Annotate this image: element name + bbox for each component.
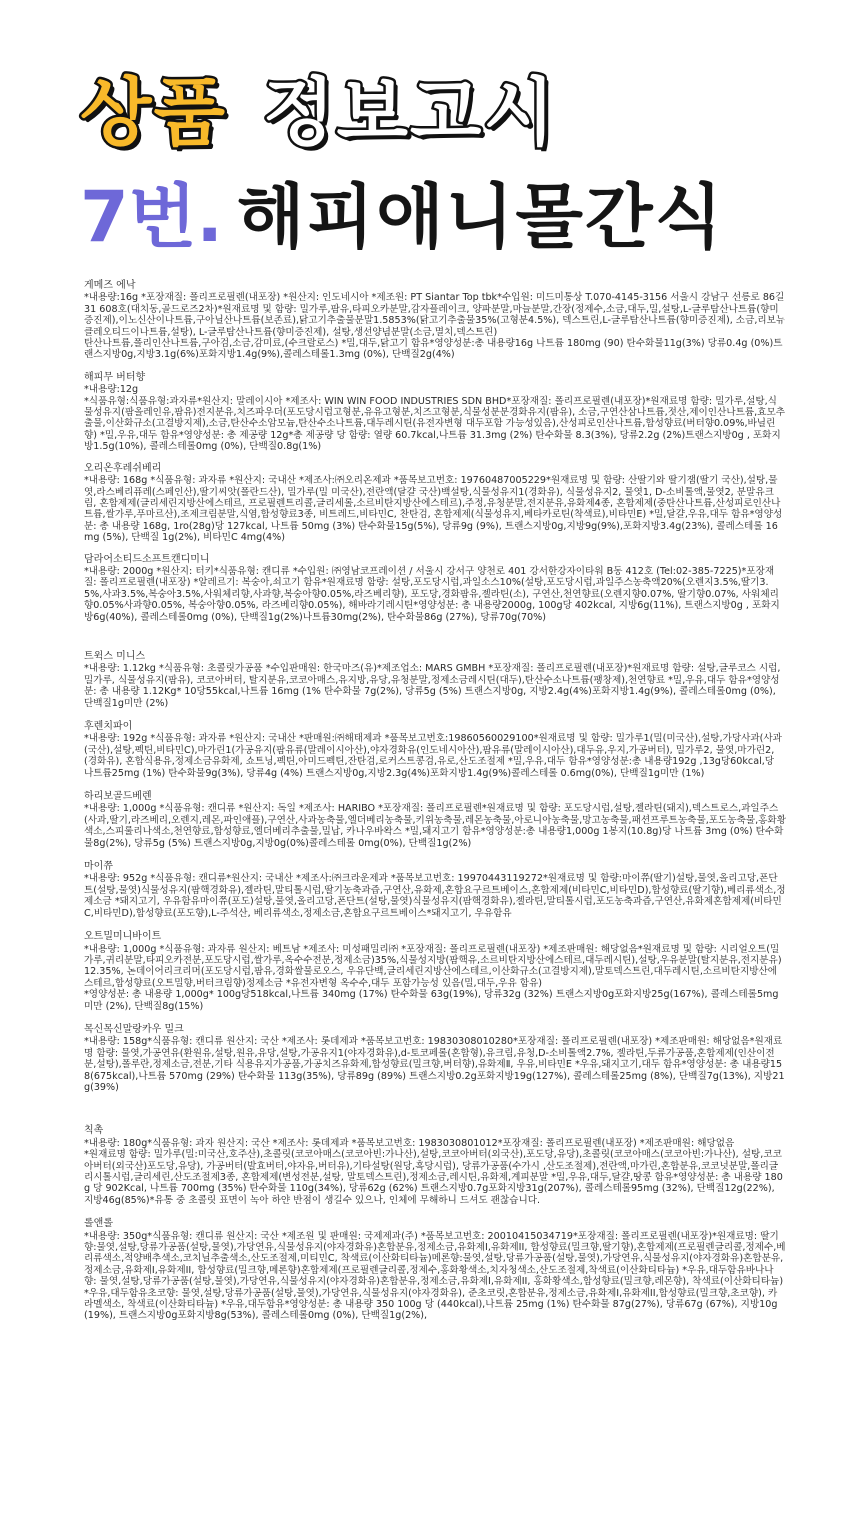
title-banner <box>80 72 780 258</box>
product-info-list <box>84 280 786 1322</box>
product-name: 칙촉 <box>84 1125 104 1137</box>
product-name: 게메즈 에낙 <box>84 280 136 291</box>
product-name: 목신목신말랑카우 밀크 <box>84 1023 184 1035</box>
product-section <box>84 861 786 919</box>
product-section <box>84 372 786 453</box>
product-details: *내용량: 2000g *원산지: 터키*식품유형: 캔디류 *수입원: ㈜영남코프레이션 / 서울시 강서구 양천로 401 강서한강자이타워 B동 412호 (Tel:02-385-7225)*포장재질: 폴리프로필렌(내포장) *알레르기: 복숭아,쇠고기 함유*원재료명 함량: 설탕,포도당시럽,과일소스10%(설탕,포도당시럽,과일주스농축액20%(오렌지3.5%,딸기3.5%,사과3.5%,복숭아3.5%,사워체리향,사과향,복숭아향0.05%,라즈베리향), 포도당,경화팜유,젤라틴(소), 구연산,천연향료(오렌지향0.07%, 딸기향0.07%, 사워체리향0.05%사과향0.05%, 복숭아향0.05%, 라즈베리향0.05%), 해바라기레시틴*영양성분: 총 내용량2000g, 100g당 402kcal, 지방6g(11%), 트랜스지방0g , 포화지방6g(40%), 콜레스테롤0mg (0%), 단백질1g(2%)나트륨30mg(2%), 탄수화물86g (27%), 당류70g(70%) <box>84 565 780 623</box>
item-number: 7번. <box>80 176 223 258</box>
product-details: *내용량: 192g *식품유형: 과자류 *원산지: 국내산 *판매원:㈜해태제과 *품목보고번호:19860560029100*원재료명 및 함량: 밀가루1(밀(미국산),설탕,가당사과(사과(국산),설탕,펙틴,비타민C),마가린1(가공유지(팜유류(말레이시아산),야자경화유(인도네시아산),팜유류(말레이시아산),대두유,우지,가공버터), 밀가루2, 물엿,마가린2, (경화유), 혼합식용유,정제소금유화제, 쇼트닝,펙틴,아미드펙틴,잔탄검,로커스트콩검,유로,산도조절제 *밀,우유,대두 함유*영양성분:총 내용량192g ,13g당60kcal,당 나트륨25mg (1%) 탄수화물9g(3%), 당류4g (4%) 트랜스지방0g,지방2.3g(4%)포화지방1.4g(9%)콜레스테롤 0.6mg(0%), 단백질1g미만 (1%) <box>84 733 782 779</box>
product-section <box>84 1024 786 1093</box>
product-name: 오리온후레쉬베리 <box>84 462 162 474</box>
product-name: 롤앤롤 <box>84 1218 113 1230</box>
product-details: *내용량: 180g*식품유형: 과자 원산지: 국산 *제조사: 롯데제과 *품목보고번호: 1983030801012*포장재질: 폴리프로필렌(내포장) *제조판매원: 해당없음 *원재료명 함량: 밀가루(밀:미국산,호주산),초콜릿(코코아매스(코코아빈:가나산),설탕,코코아버터(외국산),포도당,유당),초콜릿(코코아매스(코코아빈:가나산), 설탕,코코아버터(외국산)포도당,유당), 가공버터(발효버터,야자유,버터유),기타설탕(원당,흑당시럽), 당류가공품(수가시 ,산도조절제),전란액,마가린,혼합분유,코코넛분말,폴리글리시톨시럽,글리세린,산도조절제3종, 혼합제제(변성전분,설탕, 말토덱스트린),정제소금,레시틴,유화제,계피분말 *밀,우유,대두,달걀,땅콩 함유*영양성분: 총 내용량 180g 당 902Kcal, 나트륨 700mg (35%) 탄수화물 110g(34%), 당류62g (62%) 트랜스지방0.7g포화지방31g(207%), 콜레스테롤95mg (32%), 단백질12g(22%), 지방46g(85%)*유통 중 초콜릿 표면이 녹아 하얀 반점이 생길수 있으나, 인체에 무해하니 드셔도 괜찮습니다. <box>84 1137 783 1206</box>
product-section <box>84 931 786 1012</box>
product-details: *내용량:12g *식품유형:식품유형:과자류*원산지: 말레이시아 *제조사: WIN WIN FOOD INDUSTRIES SDN BHD*포장재질: 폴리프로필렌(내포장)*원재료명 함량: 밀가루,설탕,식물성유지(팜올레인유,팜유)전지분유,치즈파우더(포도당시럽고형분,유유고형분,치즈고형분,식물성분분경화유지(팜유), 소금,구연산삼나트륨,젓산,제이인산나트륨,효모추출물,이산화규소(고결방지제),소금,탄산수소암모늄,탄산수소나트륨,대두레시틴(유전자변형 대두포함 가능성있음),산성피로인산나트륨,합성향료(버터향0.09%,바닐린향) *밀,우유,대두 함유*영양성분: 총 제공량 12g*총 제공량 당 함량: 열량 60.7kcal,나트륨 31.3mg (2%) 탄수화물 8.3(3%), 당류2.2g (2%)트랜스지방0g , 포화지방1.5g(10%), 콜레스테롤0mg (0%), 단백질0.8g(1%) <box>84 384 785 453</box>
product-section <box>84 280 786 361</box>
product-section <box>84 554 786 623</box>
product-name: 후렌치파이 <box>84 721 133 732</box>
product-details: *내용량: 1.12kg *식품유형: 초콜릿가공품 *수입판매원: 한국마즈(유)*제조업소: MARS GMBH *포장재질: 폴리프로필렌(내포장)*원재료명 함량: 설탕,글루코스 시럽, 밀가루, 식물성유지(팜유), 코코아버터, 탈지분유,코코아매스,유지방,유당,유청분말,정제소금레시틴(대두),탄산수소나트륨(팽창제),천연향료 *밀,우유,대두 함유*영양성분: 총 내용량 1.12Kg* 10당55kcal,나트륨 16mg (1% 탄수화물 7g(2%), 당류5g (5%) 트랜스지방0g, 지방2.4g(4%)포화지방1.4g(9%), 콜레스테롤0mg (0%), 단백질1g미만 (2%) <box>84 663 784 709</box>
product-details: *내용량: 1,000g *식품유형: 캔디류 *원산지: 독일 *제조사: HARIBO *포장재질: 폴리프로필렌*원재료명 및 함량: 포도당시럽,설탕,젤라틴(돼지),덱스트로스,과일주스(사과,딸기,라즈베리,오렌지,레몬,파인애플),구연산,사과농축물,엘더베리농축물,키위농축물,레몬농축물,아로니아농축물,망고농축물,패션프루트농축물,포도농축물,홍화황색소,스피룰리나색소,천연향료,합성향료,엘더베리추출물,밀납, 카나우바왁스 *밀,돼지고기 함유*영양성분:총 내용량1,000g 1봉지(10.8g)당 나트륨 3mg (0%) 탄수화물8g(2%), 당류5g (5%) 트랜스지방0g,지방0g(0%)콜레스테롤 0mg(0%), 단백질1g(2%) <box>84 803 786 849</box>
product-name: 오트밀미니바이트 <box>84 931 162 943</box>
product-section <box>84 463 786 544</box>
product-name: 해피무 버터향 <box>84 371 146 383</box>
product-section <box>84 721 786 779</box>
product-details: *내용량: 350g*식품유형: 캔디류 원산지: 국산 *제조원 및 판매원: 국제제과(주) *품목보고번호: 20010415034719*포장재질: 폴리프로필렌(내포장)*원재료명: 딸기향:물엿,설탕,당류가공품(설탕,물엿),가당연유,식물성유지(야자경화유)혼합분유,정제소금,유화제I,유화제II, 합성향료(밀크향,딸기향),혼합제제(프로필렌글리콜,정제수,베리류색소,적양배추색소,코치닐추출색소,산도조절제,미티민C, 착색료(이산화티타늄)메론향:물엿,설탕,당류가공품(설탕,물엿),가당연유,식물성유지(야자경화유)혼합분유,정제소금,유화제I,유화제II, 합성향료(밀크향,메론향)혼합제제(프로필렌글리콜,정제수,홍화황색소,치자청색소,산도조절제,착색료(이산화티타늄) *우유,대두함유바나나향: 물엿,설탕,당류가공품(설탕,물엿),가당연유,식물성유지(야자경화유)혼합분유,정제소금,유화제I,유화제II, 홍화황색소,합성향료(밀크향,레몬향), 착색료(이산화티타늄) *우유,대두함유초코향: 물엿,설탕,당류가공품(설탕,물엿),가당연유,식물성유지(야자경화유), 준초코릿,혼합분유,정제소금,유화제I,유화제II,합성향료(밀크향,초코향), 카라멜색소, 착색료(이산화티타늄) *우유,대두함유*영양성분: 총 내용량 350 100g 당 (440kcal),나트륨 25mg (1%) 탄수화물 87g(27%), 당류67g (67%), 지방10g(19%), 트랜스지방0g포화지방8g(53%), 콜레스테롤0mg (0%), 단백질1g(2%), <box>84 1230 787 1322</box>
title-row-shop <box>80 176 780 258</box>
product-details: *내용량: 168g *식품유형: 과자류 *원산지: 국내산 *제조사:㈜오리온제과 *품목보고번호: 19760487005229*원재료명 및 함량: 산딸기와 딸기잼(딸기 국산),설탕,물엿,라스베리퓨레(스페인산),딸기씨앗(폴란드산), 밀가루(밀 미국산),전란액(달걀 국산)백설탕,식물성유지1(경화유), 식물성유지2, 물엿1, D-소비톨액,물엿2, 분말유크림, 혼합제제(글리세린지방산에스테르, 프로필렌트리콜,글리세롤,소르비탄지방산에스테르),주정,유청분말,전지분유,유화제4종, 혼합제제(중탄산나트륨,산성피로인산나트륨,쌀가루,푸마르산),조제크림분말,식염,합성향료3종, 비트레드,비타민C, 찬탄검, 혼합제제(식물성유지,베타카로틴(착색료),비타민E) *밀,달걀,우유,대두 함유*영양성분: 총 내용량 168g, 1ro(28g)당 127kcal, 나트륨 50mg (3%) 탄수화물15g(5%), 당류9g (9%), 트랜스지방0g,지방9g(9%),포화지방3.4g(23%), 콜레스테롤 16mg (5%), 단백질 1g(2%), 비타민C 4mg(4%) <box>84 475 783 544</box>
product-section <box>84 651 786 709</box>
product-name: 마이쮸 <box>84 861 113 873</box>
product-details: *내용량: 158g*식품유형: 캔디류 원산지: 국산 *제조사: 롯데제과 *품목보고번호: 19830308010280*포장재질: 폴리프로필렌(내포장) *제조판매원: 해당없음*원재료명 함량: 물엿,가공연유(환원유,설탕,원유,유당,설탕,가공유지1(야자경화유),d-토코페롤(혼합형),유크림,유청,D-소비톨액2.7%, 젤라틴,두류가공품,혼합제제(인산이전분,설탕),폴루란,정제소금,전분,기타 식용유지가공품,가공치즈유화제,합성향료(밀크향,버터향),유화제Ⅱ, 우유,비타민E *우유,돼지고기,대두 함유*영양성분: 총 내용량158(675kcal),나트륨 570mg (29%) 탄수화물 113g(35%), 당류89g (89%) 트랜스지방0.2g포화지방19g(127%), 콜레스테롤25mg (8%), 단백질7g(13%), 지방21g(39%) <box>84 1036 785 1093</box>
product-details: *내용량:16g *포장재질: 폴리프로필렌(내포장) *원산지: 인도네시아 *제조원: PT Siantar Top tbk*수입원: 미드미통상 T.070-4145-3156 서울시 강남구 선릉로 86길 31 608호(대치동,골드로즈2차)*원재료명 및 함량: 밀가루,팜유,타피오카분말,감자플레이크, 양파분말,마늘분말,간장(정제수,소금,대두,밀,설탕,L-글루탐산나트륨(향미증진제),이노신산이나트륨,구아닐산나트륨(보존료),닭고기추출물분말1.5853%(닭고기추출물35%(고형분4.5%), 덱스트린,L-글루탐산나트륨(향미증진제), 소금,리보뉴클레오티드이나트륨,설탕), L-글루탐산나트륨(향미증진제), 설탕,생선양념분말(소금,멸치,덱스트린) 탄산나트륨,폴리인산나트륨,구아검,소금,감미료,(수크랄로스) *밀,대두,닭고기 함유*영양성분:총 내용량16g 나트륨 180mg (90) 탄수화물11g(3%) 당류0.4g (0%)트랜스지방0g,지방3.1g(6%)포화지방1.4g(9%),콜레스테롤1.3mg (0%), 단백질2g(4%) <box>84 292 786 361</box>
product-details: *내용량: 952g *식품유형: 캔디류*원산지: 국내산 *제조사:㈜크라운제과 *품목보고번호: 19970443119272*원재료명 및 함량:마이쮸(딸기)설탕,물엿,올리고당,폰단트(설탕,물엿)식물성유지(팜핵경화유),젤라틴,말티톨시럽,딸기농축과즙,구연산,유화제,혼합요구르트베이스,혼합제제(비타민C,비타민D),합성향료(딸기향),베리류색소,정제소금 *돼지고기, 우유함유마이쮸(포도)설탕,물엿,올리고당,폰단트(설탕,물엿)식물성유지(팜핵경화유),젤라틴,말티톨시럽,포도농축과즙,구연산,유화제혼합제제(비타민C,비타민D),합성향료(포도향),L-주석산, 베리류색소,정제소금,혼합요구르트베이스*돼지고기, 우유함유 <box>84 873 786 919</box>
product-name: 담라어소티드소프트캔디미니 <box>84 553 210 565</box>
product-section <box>84 1218 786 1322</box>
title-notice: 정보고시 <box>262 70 557 156</box>
title-row-main <box>80 72 780 154</box>
shop-name: 해피애니몰간식 <box>236 176 725 258</box>
title-product: 상품 <box>80 70 227 156</box>
product-section <box>84 791 786 849</box>
product-details: *내용량: 1,000g *식품유형: 과자류 원산지: 베트남 *제조사: 미성패밀리㈜ *포장재질: 폴리프로필렌(내포장) *제조판매원: 해당없음*원재료명 및 함량: 시리얼오트(밀가루,귀리분말,타피오카전분,포도당시럽,쌀가루,옥수수전분,정제소금)35%,식물성지방(팜핵유,소르비탄지방산에스테르,대두레시틴),설탕,우유분말(탈지분유,전지분유)12.35%, 논데이어리크리머(포도당시럽,팜유,경화쌀물로오스, 우유단백,글리세린지방산에스테르,이산화규소(고결방지제),말토덱스트린,대두레시틴,소르비탄지방산에스테르,합성향료(오트밀향,버터크림향)정제소금 *유전자변형 옥수수,대두 포함가능성 있음(밀,대두,우유 함유) *영양성분: 총 내용량 1,000g* 100g당518kcal,나트륨 340mg (17%) 탄수화물 63g(19%), 당류32g (32%) 트랜스지방0g포화지방25g(167%), 콜레스테롤5mg미만 (2%), 단백질8g(15%) <box>84 943 782 1012</box>
product-name: 하리보골드베렌 <box>84 791 152 803</box>
product-name: 트윅스 미니스 <box>84 650 146 662</box>
product-section <box>84 1125 786 1206</box>
